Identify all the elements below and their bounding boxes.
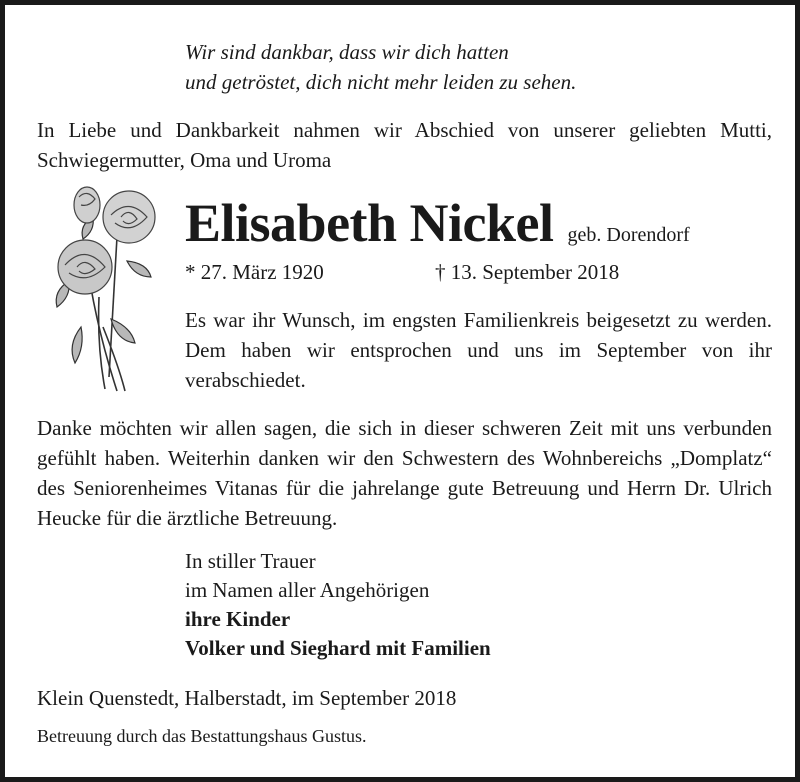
place-date: Klein Quenstedt, Halberstadt, im September 2018 [37, 686, 457, 710]
rose-icon [39, 177, 169, 397]
deceased-name: Elisabeth Nickel [185, 193, 554, 253]
signature-line-1: In stiller Trauer [185, 549, 316, 573]
verse-line-1: Wir sind dankbar, dass wir dich hatten [185, 40, 509, 64]
signature-block [185, 547, 491, 663]
maiden-name: geb. Dorendorf [567, 224, 690, 246]
funeral-home: Betreuung durch das Bestattungshaus Gustus. [37, 726, 367, 746]
death-date: † 13. September 2018 [435, 260, 620, 284]
deceased-name-row [185, 191, 690, 255]
verse [185, 37, 576, 97]
verse-line-2: und getröstet, dich nicht mehr leiden zu sehen. [185, 70, 577, 94]
intro-text: In Liebe und Dankbarkeit nahmen wir Abschied von unserer geliebten Mutti, Schwiegermutter, Oma und Uroma [37, 118, 772, 172]
signature-line-4: Volker und Sieghard mit Familien [185, 636, 491, 660]
wish-text: Es war ihr Wunsch, im engsten Familienkreis beigesetzt zu werden. Dem haben wir entsprochen und uns im September von ihr verabschiedet. [185, 308, 772, 392]
birth-date: * 27. März 1920 [185, 260, 324, 284]
thanks-text: Danke möchten wir allen sagen, die sich in dieser schweren Zeit mit uns verbunden gefühlt haben. Weiterhin danken wir den Schwestern des Wohnbereichs „Domplatz“ des Seniorenheimes Vitanas für die jahrelange gute Betreuung und Herrn Dr. Ulrich Heucke für die ärztliche Betreuung. [37, 416, 772, 530]
signature-line-2: im Namen aller Angehörigen [185, 578, 430, 602]
signature-line-3: ihre Kinder [185, 607, 291, 631]
